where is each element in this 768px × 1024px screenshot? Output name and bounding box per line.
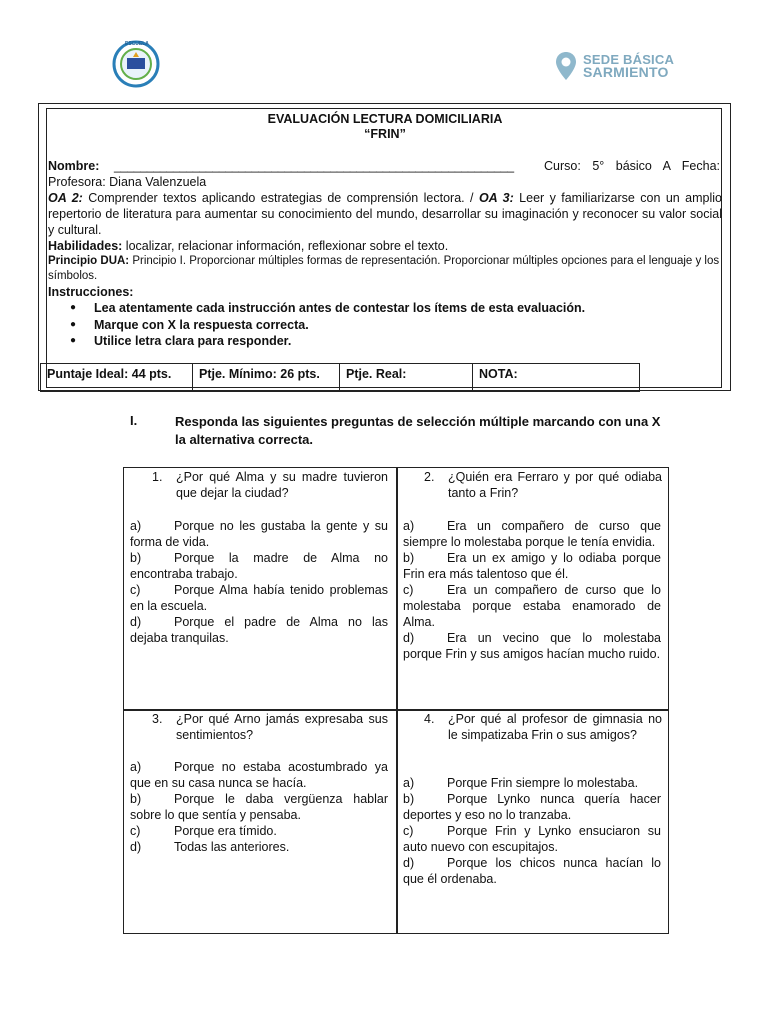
question-number: 2. — [424, 470, 435, 484]
section-number: I. — [130, 413, 138, 428]
option[interactable]: a) Porque Frin siempre lo molestaba. — [403, 776, 639, 790]
dua-label: Principio DUA: — [48, 255, 130, 267]
question-text: ¿Quién era Ferraro y por qué odiaba tanto a Frin? — [448, 470, 662, 500]
question-text: ¿Por qué Arno jamás expresaba sus sentimientos? — [176, 712, 388, 742]
nombre-row — [48, 158, 722, 174]
section-instructions: Responda las siguientes preguntas de selección múltiple marcando con una X la alternativa correcta. — [175, 414, 661, 447]
puntaje-ideal: Puntaje Ideal: 44 pts. — [41, 364, 193, 391]
nombre-blank[interactable]: _____________________________________________________________ — [114, 159, 514, 173]
question-text: ¿Por qué Alma y su madre tuvieron que dejar la ciudad? — [176, 470, 388, 500]
puntaje-real[interactable]: Ptje. Real: — [340, 364, 473, 391]
question-number: 3. — [152, 712, 163, 726]
option[interactable]: b) Porque la madre de Alma no encontraba trabajo. — [130, 551, 388, 581]
instrucciones-list — [70, 300, 710, 350]
logo-ring-text: ESCUELA — [125, 41, 149, 47]
puntaje-minimo: Ptje. Mínimo: 26 pts. — [193, 364, 340, 391]
option[interactable]: c) Porque era tímido. — [130, 824, 277, 838]
score-table — [40, 363, 640, 392]
option[interactable]: d) Todas las anteriores. — [130, 840, 290, 854]
instruccion-item: ● Lea atentamente cada instrucción antes de contestar los ítems de esta evaluación. — [70, 300, 710, 317]
instruccion-item: ● Utilice letra clara para responder. — [70, 333, 710, 350]
option[interactable]: d) Porque el padre de Alma no las dejaba tranquilas. — [130, 615, 388, 645]
principio-dua — [48, 254, 722, 284]
eval-title: EVALUACIÓN LECTURA DOMICILIARIA — [267, 112, 503, 126]
profesora: Profesora: Diana Valenzuela — [48, 175, 207, 189]
option[interactable]: b) Era un ex amigo y lo odiaba porque Frin era más talentoso que él. — [403, 551, 661, 581]
question-number: 1. — [152, 470, 163, 484]
logo-line2: SARMIENTO — [583, 64, 669, 80]
logo-line1: SEDE BÁSICA — [583, 52, 675, 67]
option[interactable]: a) Porque no estaba acostumbrado ya que en su casa nunca se hacía. — [130, 760, 388, 790]
option[interactable]: d) Era un vecino que lo molestaba porque Frin y sus amigos hacían mucho ruido. — [403, 631, 661, 661]
option[interactable]: c) Era un compañero de curso que lo molestaba porque estaba enamorado de Alma. — [403, 583, 661, 629]
school-seal-icon — [108, 40, 164, 88]
oa3-label: OA 3: — [478, 191, 514, 205]
sede-logo — [555, 50, 695, 82]
oa3-text: Leer y familiarizarse con un amplio repertorio de literatura para aumentar su conocimiento del mundo, desarrollar su imaginación y reconocer su valor social y cultural. — [48, 191, 722, 237]
oa2-text: Comprender textos aplicando estrategias de comprensión lectora. / — [82, 191, 479, 205]
option[interactable]: b) Porque le daba vergüenza hablar sobre lo que sentía y pensaba. — [130, 792, 388, 822]
book-title: “FRIN” — [364, 127, 406, 141]
location-pin-icon — [555, 51, 577, 81]
habilidades-text: localizar, relacionar información, reflexionar sobre el texto. — [122, 239, 449, 253]
option[interactable]: c) Porque Alma había tenido problemas en la escuela. — [130, 583, 388, 613]
option[interactable]: d) Porque los chicos nunca hacían lo que él ordenaba. — [403, 856, 661, 886]
curso-fecha: Curso: 5° básico A Fecha: — [544, 159, 720, 173]
nombre-label: Nombre: — [48, 159, 100, 173]
option[interactable]: a) Porque no les gustaba la gente y su forma de vida. — [130, 519, 388, 549]
instruccion-item: ● Marque con X la respuesta correcta. — [70, 317, 710, 334]
question-number: 4. — [424, 712, 435, 726]
school-logo — [108, 40, 164, 88]
nota[interactable]: NOTA: — [479, 367, 518, 381]
oa2-label: OA 2: — [48, 191, 83, 205]
option[interactable]: c) Porque Frin y Lynko ensuciaron su auto nuevo con escupitajos. — [403, 824, 661, 854]
grid-divider-vertical — [396, 467, 398, 934]
question-text: ¿Por qué al profesor de gimnasia no le simpatizaba Frin o sus amigos? — [448, 712, 662, 742]
option[interactable]: b) Porque Lynko nunca quería hacer deportes y eso no lo tranzaba. — [403, 792, 661, 822]
habilidades-label: Habilidades: — [48, 239, 123, 253]
option[interactable]: a) Era un compañero de curso que siempre lo molestaba porque le tenía envidia. — [403, 519, 661, 549]
habilidades — [48, 238, 722, 254]
instrucciones-label: Instrucciones: — [48, 285, 134, 299]
objetivos — [48, 190, 722, 238]
dua-text: Principio I. Proporcionar múltiples formas de representación. Proporcionar múltiples opciones para el lenguaje y los símbolos. — [48, 255, 720, 282]
